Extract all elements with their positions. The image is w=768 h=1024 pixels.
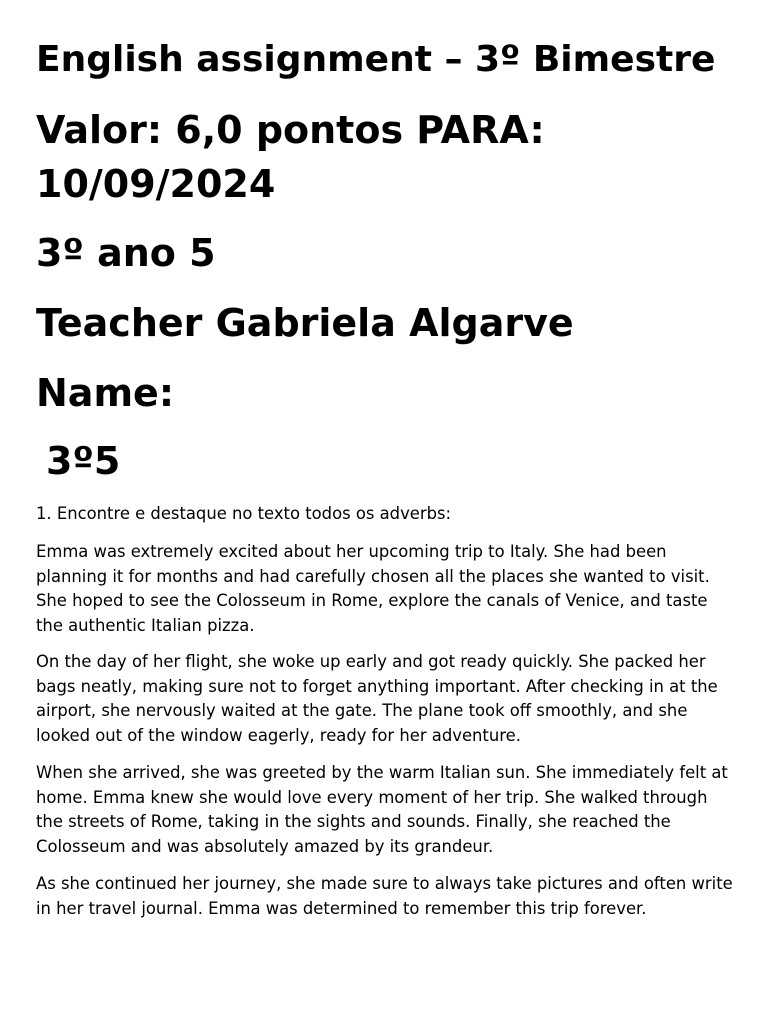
class-label: 3º ano 5: [36, 231, 216, 275]
student-name-label: Name:: [36, 371, 175, 415]
story-paragraph-4: As she continued her journey, she made sure to always take pictures and often write in her travel journal. Emma was determined to remember this trip forever.: [36, 874, 733, 918]
teacher-name: Teacher Gabriela Algarve: [36, 301, 574, 345]
value-and-due-date: Valor: 6,0 pontos PARA: 10/09/2024: [36, 108, 545, 206]
story-paragraph-1: Emma was extremely excited about her upcoming trip to Italy. She had been planning it for months and had carefully chosen all the places she wanted to visit. She hoped to see the Colosseum in Rome, explore the canals of Venice, and taste the authentic Italian pizza.: [36, 542, 710, 635]
story-paragraph-3: When she arrived, she was greeted by the warm Italian sun. She immediately felt at home. Emma knew she would love every moment of her trip. She walked through the streets of Rome, taking in the sights and sounds. Finally, she reached the Colosseum and was absolutely amazed by its grandeur.: [36, 763, 728, 856]
story-paragraph-2: On the day of her flight, she woke up early and got ready quickly. She packed her bags neatly, making sure not to forget anything important. After checking in at the airport, she nervously waited at the gate. The plane took off smoothly, and she looked out of the window eagerly, ready for her adventure.: [36, 652, 718, 745]
class-short-label: 3º5: [46, 439, 121, 483]
assignment-title: English assignment – 3º Bimestre: [36, 39, 716, 80]
question-instruction: 1. Encontre e destaque no texto todos os adverbs:: [36, 504, 452, 523]
